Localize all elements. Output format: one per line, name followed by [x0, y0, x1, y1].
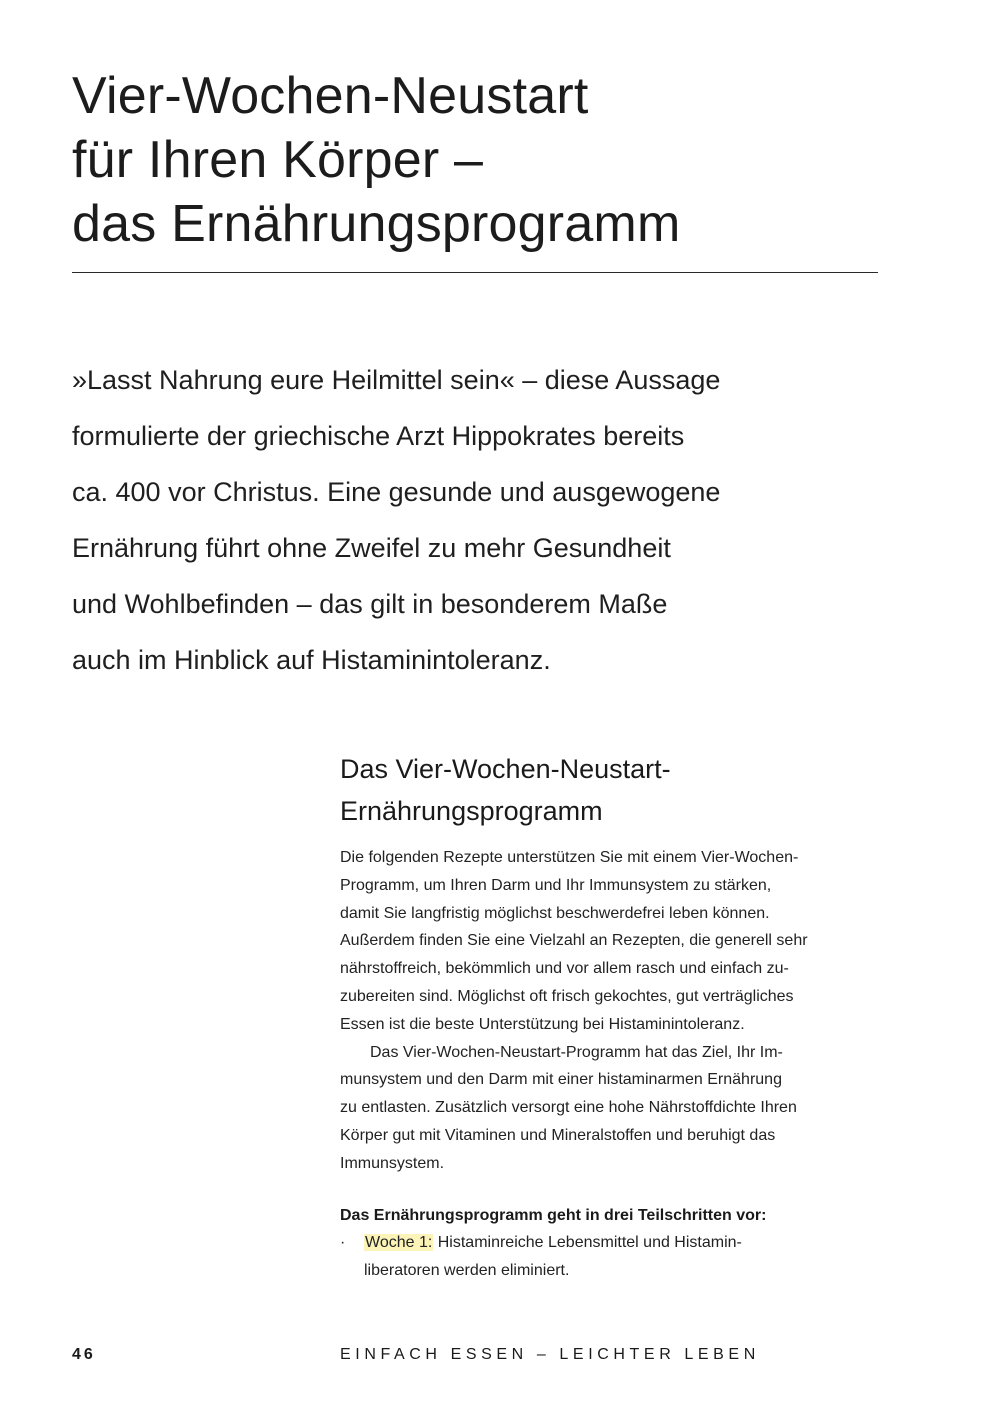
list-item-line: liberatoren werden eliminiert. [364, 1262, 570, 1280]
page-number: 46 [72, 1346, 96, 1363]
body-paragraph [340, 844, 900, 1178]
list-item [340, 1229, 900, 1285]
lead-line: auch im Hinblick auf Histaminintoleranz. [72, 645, 551, 675]
lead-paragraph [72, 352, 872, 688]
body-line: Die folgenden Rezepte unterstützen Sie mit einem Vier-Wochen- [340, 849, 799, 866]
page-title [72, 64, 902, 256]
body-line: zu entlasten. Zusätzlich versorgt eine hohe Nährstoffdichte Ihren [340, 1099, 797, 1117]
body-line: damit Sie langfristig möglichst beschwerdefrei leben können. [340, 904, 770, 922]
title-line: Vier-Wochen-Neustart [72, 67, 589, 125]
lead-line: formulierte der griechische Arzt Hippokrates bereits [72, 421, 685, 451]
body-line: Essen ist die beste Unterstützung bei Histaminintoleranz. [340, 1015, 745, 1033]
lead-line: Ernährung führt ohne Zweifel zu mehr Gesundheit [72, 533, 671, 563]
body-line: Immunsystem. [340, 1154, 445, 1172]
lead-line: ca. 400 vor Christus. Eine gesunde und ausgewogene [72, 477, 721, 507]
section-heading [340, 748, 900, 832]
title-divider [72, 272, 878, 273]
list-item-text: Histaminreiche Lebensmittel und Histamin- [433, 1234, 742, 1252]
program-section [340, 748, 900, 1285]
body-line: Programm, um Ihren Darm und Ihr Immunsystem zu stärken, [340, 876, 772, 894]
body-line: nährstoffreich, bekömmlich und vor allem rasch und einfach zu- [340, 960, 789, 978]
list-heading: Das Ernährungsprogramm geht in drei Teilschritten vor: [340, 1206, 767, 1224]
bullet-icon: · [340, 1234, 346, 1252]
list-item-line [364, 1229, 900, 1257]
highlighted-label: Woche 1: [365, 1234, 433, 1252]
body-line: munsystem und den Darm mit einer histaminarmen Ernährung [340, 1071, 782, 1089]
lead-line: und Wohlbefinden – das gilt in besonderem Maße [72, 589, 668, 619]
body-line: Körper gut mit Vitaminen und Mineralstoffen und beruhigt das [340, 1126, 776, 1144]
steps-list [340, 1229, 900, 1285]
running-title: EINFACH ESSEN – LEICHTER LEBEN [340, 1346, 760, 1363]
body-line: Das Vier-Wochen-Neustart-Programm hat das Ziel, Ihr Im- [370, 1043, 783, 1061]
section-heading-line: Ernährungsprogramm [340, 796, 603, 826]
body-line: Außerdem finden Sie eine Vielzahl an Rezepten, die generell sehr [340, 932, 808, 950]
title-line: das Ernährungsprogramm [72, 195, 681, 253]
title-line: für Ihren Körper – [72, 131, 484, 189]
body-line: zubereiten sind. Möglichst oft frisch gekochtes, gut verträgliches [340, 987, 794, 1005]
lead-line: »Lasst Nahrung eure Heilmittel sein« – diese Aussage [72, 365, 721, 395]
section-heading-line: Das Vier-Wochen-Neustart- [340, 754, 671, 784]
